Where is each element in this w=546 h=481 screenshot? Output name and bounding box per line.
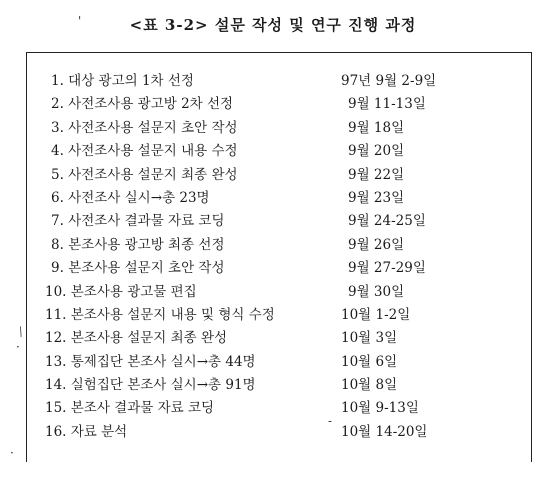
task-label: 9. 본조사용 설문지 초안 작성 [51, 260, 225, 277]
schedule-row [45, 374, 501, 397]
task-date: 9월 27-29일 [348, 260, 426, 277]
scan-mark: ⁄ [16, 325, 26, 339]
schedule-list [45, 70, 501, 444]
schedule-row [45, 421, 501, 444]
schedule-row [51, 210, 501, 233]
task-label: 6. 사전조사 실시→총 23명 [51, 189, 210, 206]
schedule-row [45, 304, 501, 327]
task-label: 16. 자료 분석 [45, 423, 128, 440]
task-date: 9월 11-13일 [348, 96, 426, 113]
scan-mark: · [16, 340, 20, 354]
task-date: 9월 24-25일 [348, 213, 426, 230]
table-caption: <표 3-2> 설문 작성 및 연구 진행 과정 [129, 16, 417, 34]
task-date: 10월 9-13일 [341, 400, 419, 417]
scan-mark: · [10, 446, 14, 460]
scan-mark: - [328, 414, 333, 428]
task-date: 9월 30일 [348, 283, 405, 300]
task-label: 5. 사전조사용 설문지 최종 완성 [51, 166, 238, 183]
task-label: 1. 대상 광고의 1차 선정 [51, 73, 194, 89]
task-label: 8. 본조사용 광고방 최종 선정 [51, 236, 225, 253]
task-label: 12. 본조사용 설문지 최종 완성 [45, 330, 228, 347]
task-date: 9월 22일 [348, 166, 405, 183]
task-label: 15. 본조사 결과물 자료 코딩 [45, 400, 215, 417]
task-date: 9월 26일 [348, 236, 405, 253]
task-date: 97년 9월 2-9일 [341, 73, 437, 89]
schedule-row [51, 234, 501, 257]
task-date: 9월 18일 [348, 119, 405, 136]
schedule-row [51, 70, 501, 93]
task-label: 11. 본조사용 설문지 내용 및 형식 수정 [45, 306, 275, 323]
schedule-row [45, 281, 501, 304]
task-date: 10월 1-2일 [341, 306, 411, 323]
schedule-row [51, 257, 501, 280]
schedule-row [51, 164, 501, 187]
task-label: 2. 사전조사용 광고방 2차 선정 [51, 96, 234, 113]
schedule-row [45, 397, 501, 420]
task-label: 7. 사전조사 결과물 자료 코딩 [51, 213, 225, 230]
schedule-row [51, 93, 501, 116]
schedule-row [51, 117, 501, 140]
task-date: 10월 3일 [341, 330, 398, 347]
task-date: 10월 6일 [341, 353, 398, 370]
task-label: 3. 사전조사용 설문지 초안 작성 [51, 119, 238, 136]
scan-mark: ' [78, 14, 82, 28]
schedule-row [51, 140, 501, 163]
task-date: 9월 20일 [348, 143, 405, 160]
schedule-row [45, 327, 501, 350]
task-label: 4. 사전조사용 설문지 내용 수정 [51, 143, 238, 160]
task-label: 10. 본조사용 광고물 편집 [45, 283, 197, 300]
schedule-row [51, 187, 501, 210]
task-date: 9월 23일 [348, 189, 405, 206]
task-label: 14. 실험집단 본조사 실시→총 91명 [45, 377, 256, 394]
task-label: 13. 통제집단 본조사 실시→총 44명 [45, 353, 256, 370]
task-date: 10월 8일 [341, 377, 398, 394]
schedule-row [45, 351, 501, 374]
task-date: 10월 14-20일 [341, 423, 428, 440]
